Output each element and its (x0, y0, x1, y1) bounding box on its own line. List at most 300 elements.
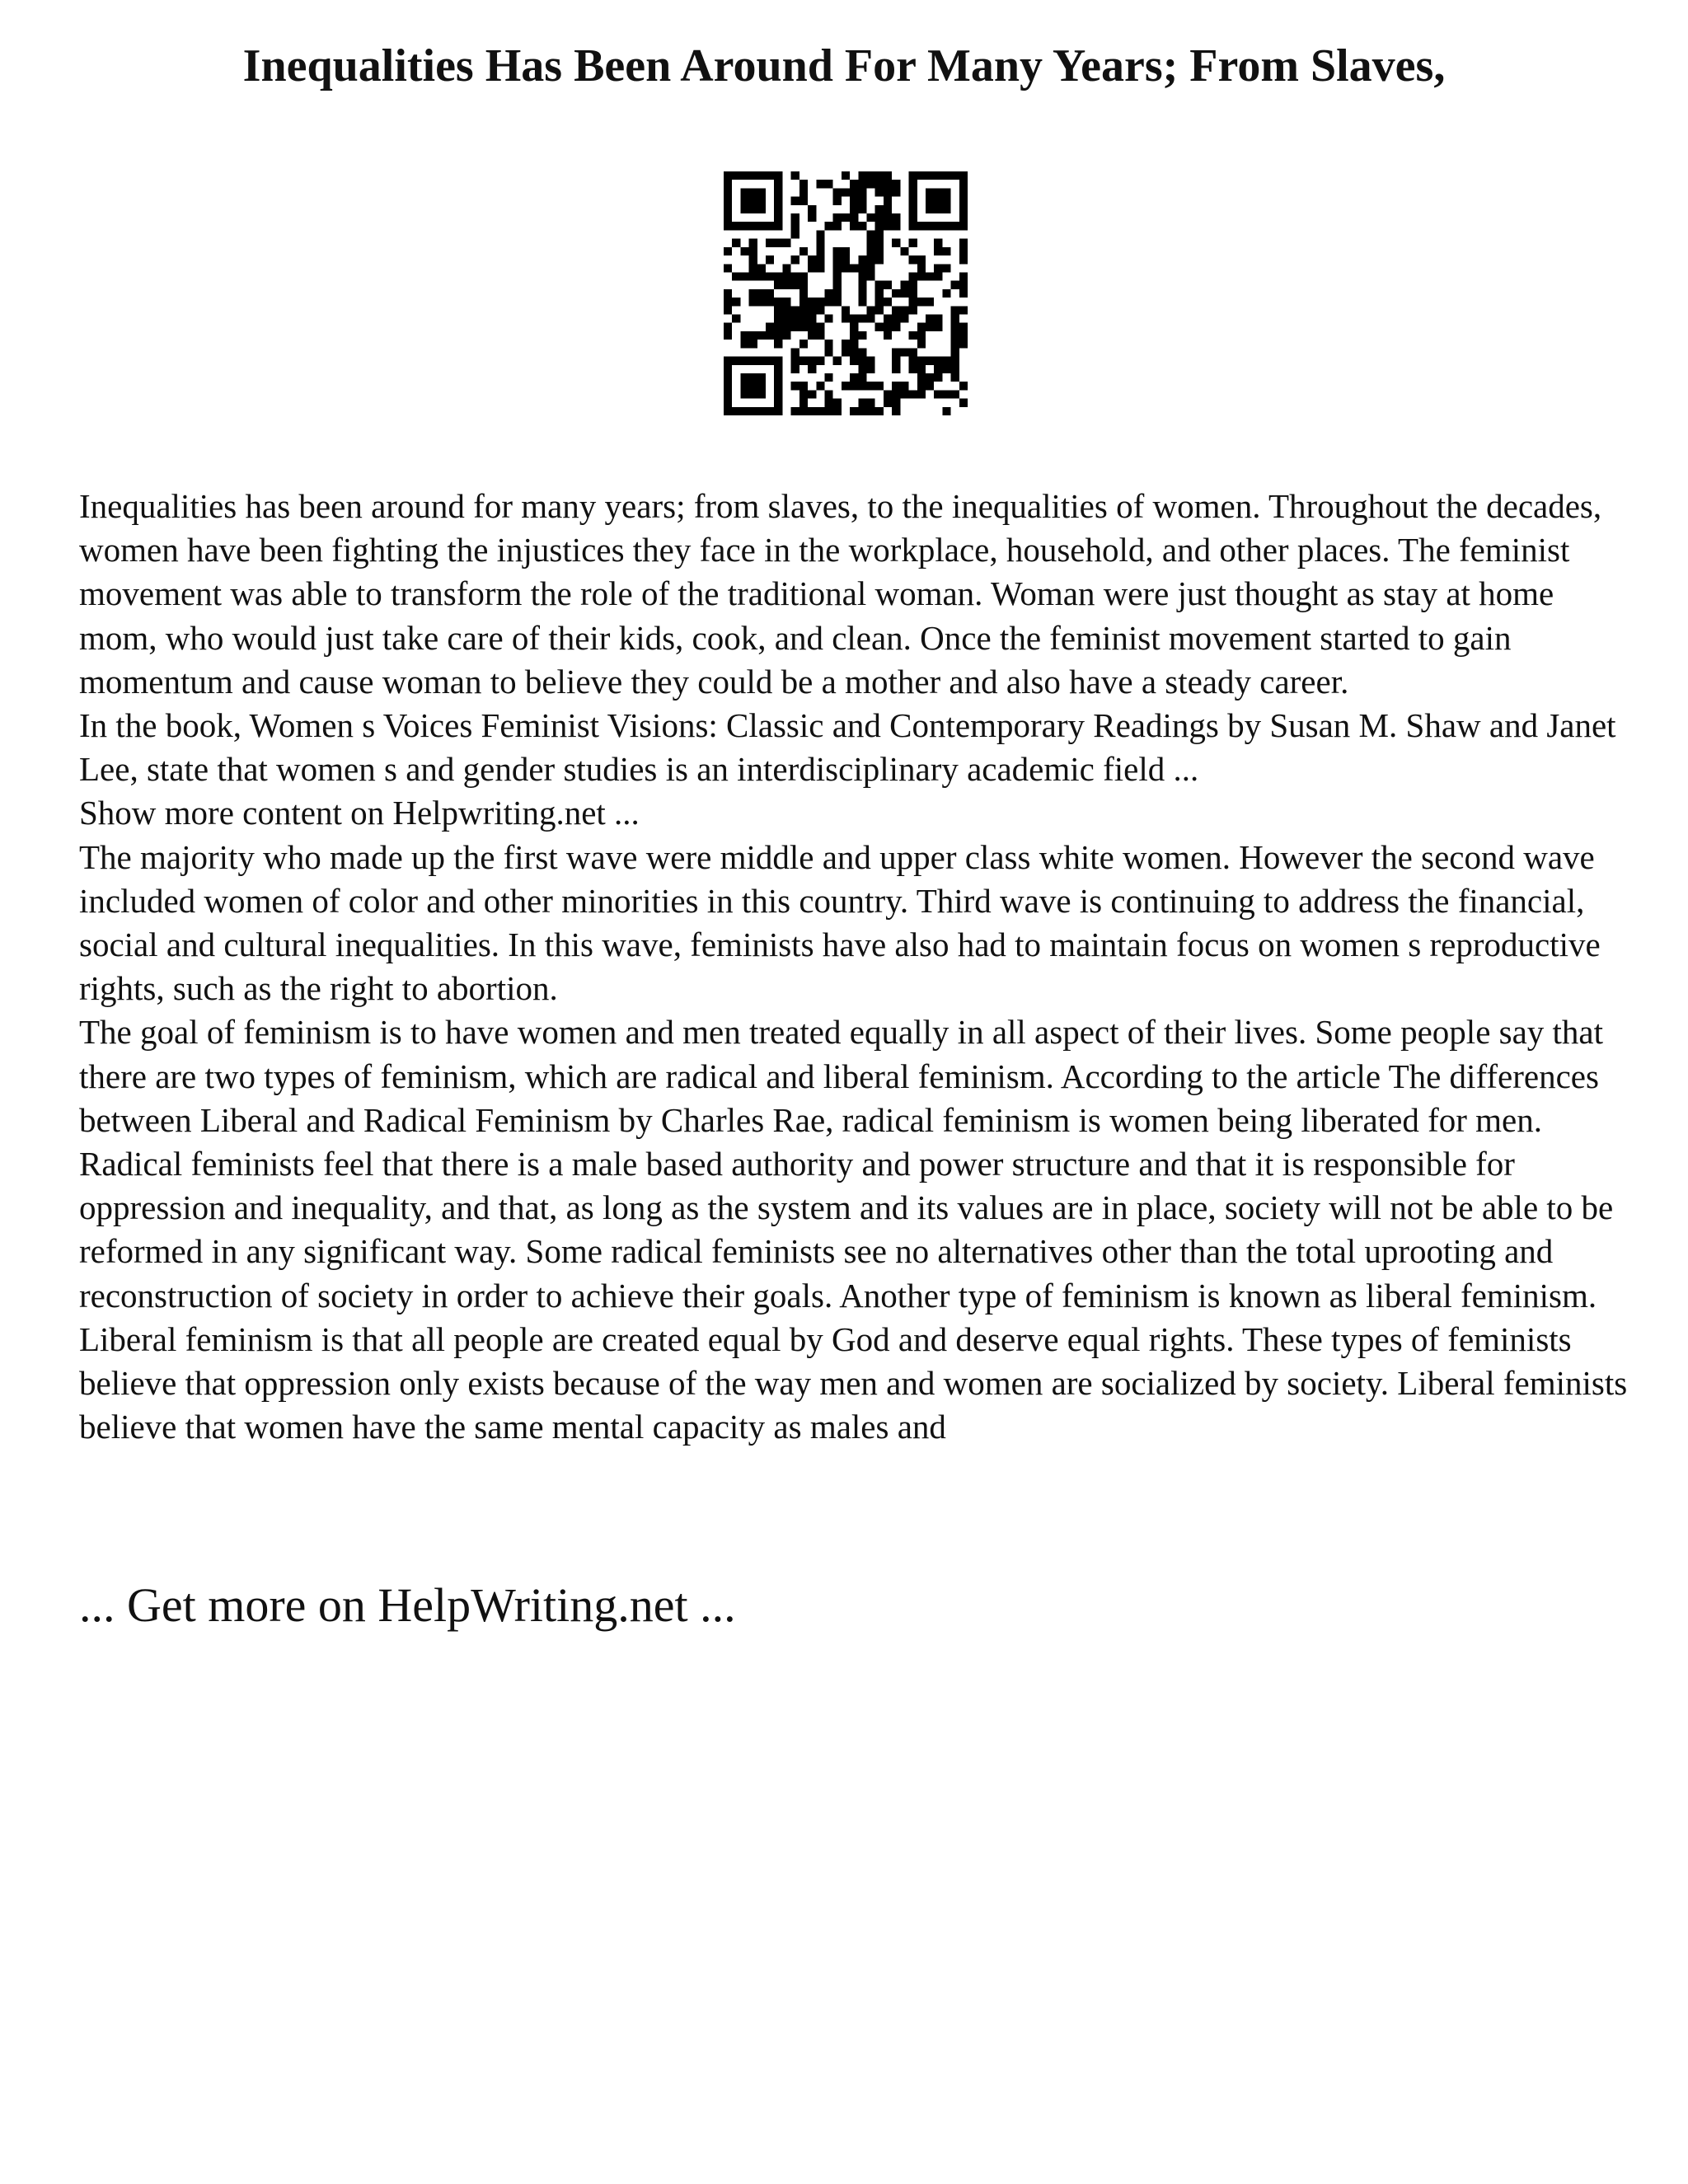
qr-module (926, 373, 934, 382)
qr-module (867, 365, 875, 373)
qr-module (782, 306, 790, 314)
qr-module (749, 247, 757, 255)
qr-module (867, 315, 875, 323)
qr-module (917, 323, 926, 331)
qr-module (867, 382, 875, 390)
qr-module (959, 323, 968, 331)
qr-module (875, 298, 884, 306)
qr-module (766, 171, 774, 180)
qr-module (799, 315, 808, 323)
qr-module (959, 239, 968, 247)
qr-module (842, 247, 850, 255)
qr-module (900, 315, 908, 323)
qr-module (959, 171, 968, 180)
qr-module (934, 373, 942, 382)
qr-module (740, 390, 748, 398)
qr-module (799, 180, 808, 188)
qr-module (724, 171, 732, 180)
qr-module (791, 357, 799, 365)
qr-module (774, 340, 782, 348)
qr-module (799, 281, 808, 289)
qr-module (816, 382, 824, 390)
qr-module (942, 365, 950, 373)
qr-module (816, 323, 824, 331)
qr-module (808, 357, 816, 365)
qr-module (799, 289, 808, 298)
qr-module (867, 264, 875, 272)
qr-module (824, 180, 832, 188)
qr-module (959, 205, 968, 213)
qr-module (867, 272, 875, 280)
qr-module (934, 197, 942, 205)
get-more-link[interactable]: ... Get more on HelpWriting.net ... (79, 1578, 736, 1632)
qr-module (884, 281, 892, 289)
qr-module (942, 289, 950, 298)
qr-module (884, 323, 892, 331)
qr-module (942, 171, 950, 180)
qr-module (942, 247, 950, 255)
qr-module (808, 331, 816, 340)
qr-module (816, 180, 824, 188)
qr-module (799, 407, 808, 415)
qr-module (917, 272, 926, 280)
qr-module (749, 357, 757, 365)
qr-module (884, 213, 892, 222)
qr-module (867, 230, 875, 238)
qr-module (875, 382, 884, 390)
qr-module (926, 171, 934, 180)
qr-module (808, 205, 816, 213)
qr-module (934, 239, 942, 247)
qr-module (909, 298, 917, 306)
qr-module (749, 171, 757, 180)
qr-module (917, 365, 926, 373)
qr-module (858, 289, 866, 298)
qr-module (782, 264, 790, 272)
qr-module (749, 340, 757, 348)
qr-module (799, 340, 808, 348)
qr-module (842, 264, 850, 272)
qr-module (951, 323, 959, 331)
qr-module (833, 222, 842, 230)
qr-module (749, 197, 757, 205)
qr-code-icon (724, 171, 968, 415)
qr-module (774, 272, 782, 280)
qr-module (926, 197, 934, 205)
qr-module (816, 264, 824, 272)
qr-module (875, 306, 884, 314)
qr-module (867, 399, 875, 407)
qr-module (875, 255, 884, 264)
qr-module (749, 331, 757, 340)
qr-module (884, 180, 892, 188)
qr-module (782, 281, 790, 289)
qr-module (942, 264, 950, 272)
qr-module (749, 188, 757, 196)
qr-module (757, 289, 766, 298)
qr-module (909, 390, 917, 398)
qr-module (884, 390, 892, 398)
qr-module (766, 357, 774, 365)
qr-module (749, 264, 757, 272)
qr-module (774, 323, 782, 331)
qr-module (875, 247, 884, 255)
qr-module (833, 281, 842, 289)
qr-module (799, 272, 808, 280)
qr-module (766, 222, 774, 230)
qr-module (791, 315, 799, 323)
qr-module (942, 357, 950, 365)
qr-module (842, 171, 850, 180)
qr-module (833, 264, 842, 272)
qr-module (766, 239, 774, 247)
qr-module (858, 382, 866, 390)
qr-module (724, 298, 732, 306)
qr-module (774, 306, 782, 314)
qr-module (740, 382, 748, 390)
qr-module (749, 222, 757, 230)
qr-module (842, 188, 850, 196)
qr-module (799, 247, 808, 255)
qr-module (934, 272, 942, 280)
qr-module (724, 399, 732, 407)
qr-module (959, 247, 968, 255)
qr-module (724, 197, 732, 205)
qr-module (766, 255, 774, 264)
qr-module (858, 365, 866, 373)
qr-module (951, 365, 959, 373)
qr-module (724, 323, 732, 331)
qr-module (749, 407, 757, 415)
qr-module (808, 323, 816, 331)
qr-module (808, 407, 816, 415)
qr-module (799, 382, 808, 390)
qr-module (799, 188, 808, 196)
qr-module (724, 365, 732, 373)
qr-module (850, 205, 858, 213)
qr-module (774, 331, 782, 340)
qr-module (791, 213, 799, 222)
qr-module (791, 222, 799, 230)
qr-module (824, 298, 832, 306)
qr-module (858, 407, 866, 415)
qr-module (909, 205, 917, 213)
qr-module (875, 222, 884, 230)
qr-module (875, 171, 884, 180)
qr-module (858, 357, 866, 365)
qr-module (740, 197, 748, 205)
qr-module (724, 205, 732, 213)
qr-module (782, 315, 790, 323)
qr-module (774, 365, 782, 373)
qr-module (909, 197, 917, 205)
qr-module (724, 213, 732, 222)
qr-module (909, 171, 917, 180)
qr-module (791, 365, 799, 373)
qr-module (833, 407, 842, 415)
qr-module (774, 222, 782, 230)
qr-module (724, 373, 732, 382)
qr-module (749, 289, 757, 298)
qr-module (909, 289, 917, 298)
qr-module (884, 331, 892, 340)
qr-module (892, 180, 900, 188)
qr-module (808, 213, 816, 222)
qr-module (951, 357, 959, 365)
qr-module (816, 357, 824, 365)
qr-module (791, 281, 799, 289)
qr-module (934, 264, 942, 272)
qr-module (732, 407, 740, 415)
qr-module (816, 298, 824, 306)
qr-module (774, 373, 782, 382)
qr-module (782, 272, 790, 280)
qr-module (824, 390, 832, 398)
qr-module (816, 255, 824, 264)
qr-module (884, 188, 892, 196)
qr-module (791, 255, 799, 264)
qr-module (959, 281, 968, 289)
qr-module (942, 197, 950, 205)
qr-module (774, 205, 782, 213)
qr-module (732, 239, 740, 247)
qr-code-graphic (724, 171, 968, 415)
qr-module (867, 357, 875, 365)
qr-module (926, 205, 934, 213)
qr-module (909, 255, 917, 264)
qr-module (917, 357, 926, 365)
qr-module (774, 213, 782, 222)
qr-module (757, 407, 766, 415)
qr-module (724, 188, 732, 196)
qr-module (858, 315, 866, 323)
qr-module (774, 298, 782, 306)
qr-module (951, 222, 959, 230)
qr-module (799, 357, 808, 365)
qr-module (917, 373, 926, 382)
qr-module (917, 222, 926, 230)
qr-module (875, 180, 884, 188)
qr-module (858, 331, 866, 340)
qr-module (808, 390, 816, 398)
qr-module (833, 357, 842, 365)
qr-module (867, 247, 875, 255)
qr-module (951, 281, 959, 289)
qr-module (850, 180, 858, 188)
qr-module (850, 357, 858, 365)
qr-module (850, 407, 858, 415)
qr-module (867, 306, 875, 314)
qr-module (774, 399, 782, 407)
qr-module (824, 348, 832, 356)
qr-module (951, 171, 959, 180)
qr-module (833, 197, 842, 205)
qr-module (782, 331, 790, 340)
qr-module (858, 281, 866, 289)
qr-module (858, 264, 866, 272)
qr-module (858, 373, 866, 382)
qr-module (959, 272, 968, 280)
qr-module (774, 407, 782, 415)
qr-module (740, 373, 748, 382)
qr-module (757, 382, 766, 390)
qr-module (732, 272, 740, 280)
qr-module (867, 180, 875, 188)
qr-module (833, 289, 842, 298)
qr-module (934, 365, 942, 373)
qr-module (942, 205, 950, 213)
qr-module (892, 382, 900, 390)
qr-module (867, 239, 875, 247)
qr-module (858, 272, 866, 280)
qr-module (842, 306, 850, 314)
qr-module (833, 298, 842, 306)
qr-module (850, 373, 858, 382)
qr-module (824, 399, 832, 407)
qr-module (858, 197, 866, 205)
qr-module (833, 213, 842, 222)
qr-module (740, 357, 748, 365)
qr-module (875, 239, 884, 247)
qr-module (732, 357, 740, 365)
qr-module (875, 281, 884, 289)
qr-module (867, 213, 875, 222)
qr-module (875, 323, 884, 331)
qr-module (926, 298, 934, 306)
qr-module (757, 264, 766, 272)
qr-module (934, 188, 942, 196)
qr-module (774, 188, 782, 196)
qr-module (842, 213, 850, 222)
article-body (79, 485, 1629, 1449)
qr-module (875, 289, 884, 298)
qr-module (724, 390, 732, 398)
qr-module (724, 264, 732, 272)
qr-module (757, 390, 766, 398)
qr-module (909, 281, 917, 289)
qr-module (740, 407, 748, 415)
qr-module (858, 298, 866, 306)
qr-module (884, 298, 892, 306)
qr-module (757, 357, 766, 365)
qr-module (724, 382, 732, 390)
qr-module (884, 171, 892, 180)
qr-module (867, 171, 875, 180)
qr-module (959, 399, 968, 407)
qr-module (824, 222, 832, 230)
qr-module (757, 373, 766, 382)
qr-module (774, 382, 782, 390)
qr-module (858, 255, 866, 264)
qr-module (892, 239, 900, 247)
show-more-link[interactable]: Show more content on Helpwriting.net ... (79, 794, 640, 832)
qr-module (774, 171, 782, 180)
qr-module (892, 399, 900, 407)
qr-module (799, 298, 808, 306)
qr-module (934, 222, 942, 230)
qr-module (917, 390, 926, 398)
qr-module (850, 348, 858, 356)
qr-module (959, 306, 968, 314)
qr-module (757, 222, 766, 230)
qr-module (774, 357, 782, 365)
qr-module (824, 373, 832, 382)
qr-module (909, 331, 917, 340)
qr-module (791, 323, 799, 331)
paragraph: Inequalities has been around for many years; from slaves, to the inequalities of women. Throughout the decades, women have been fighting the injustices they face in the workplace, household, and other places. The feminist movement was able to transform the role of the traditional woman. Woman were just thought as stay at home mom, who would just take care of their kids, cook, and clean. Once the feminist movement started to gain momentum and cause woman to believe they could be a mother and also have a steady career. (79, 487, 1602, 701)
qr-module (791, 197, 799, 205)
qr-module (740, 222, 748, 230)
qr-module (724, 247, 732, 255)
qr-module (757, 205, 766, 213)
qr-module (926, 315, 934, 323)
qr-module (842, 382, 850, 390)
qr-module (917, 340, 926, 348)
qr-module (875, 213, 884, 222)
qr-module (942, 407, 950, 415)
qr-module (951, 390, 959, 398)
qr-module (724, 357, 732, 365)
qr-module (791, 171, 799, 180)
qr-module (724, 180, 732, 188)
qr-module (858, 399, 866, 407)
qr-module (884, 197, 892, 205)
qr-module (858, 205, 866, 213)
qr-module (816, 247, 824, 255)
qr-module (858, 171, 866, 180)
qr-module (757, 331, 766, 340)
qr-module (926, 382, 934, 390)
qr-module (909, 365, 917, 373)
qr-module (850, 331, 858, 340)
qr-module (791, 348, 799, 356)
qr-module (900, 348, 908, 356)
qr-module (959, 188, 968, 196)
qr-module (892, 407, 900, 415)
page-title: Inequalities Has Been Around For Many Years; From Slaves, (242, 40, 1446, 91)
qr-module (934, 390, 942, 398)
qr-module (766, 323, 774, 331)
qr-module (850, 264, 858, 272)
qr-module (909, 180, 917, 188)
qr-module (909, 239, 917, 247)
qr-module (917, 331, 926, 340)
qr-module (749, 239, 757, 247)
qr-module (850, 188, 858, 196)
qr-module (892, 306, 900, 314)
qr-module (842, 348, 850, 356)
qr-module (959, 222, 968, 230)
qr-module (740, 188, 748, 196)
qr-module (833, 247, 842, 255)
qr-module (909, 272, 917, 280)
qr-module (724, 331, 732, 340)
qr-module (808, 306, 816, 314)
qr-module (892, 188, 900, 196)
qr-module (724, 407, 732, 415)
qr-module (884, 222, 892, 230)
qr-module (892, 323, 900, 331)
qr-module (757, 197, 766, 205)
qr-module (724, 289, 732, 298)
qr-module (867, 407, 875, 415)
qr-module (774, 281, 782, 289)
qr-module (824, 340, 832, 348)
qr-module (900, 382, 908, 390)
qr-module (774, 239, 782, 247)
qr-module (842, 255, 850, 264)
qr-module (884, 399, 892, 407)
